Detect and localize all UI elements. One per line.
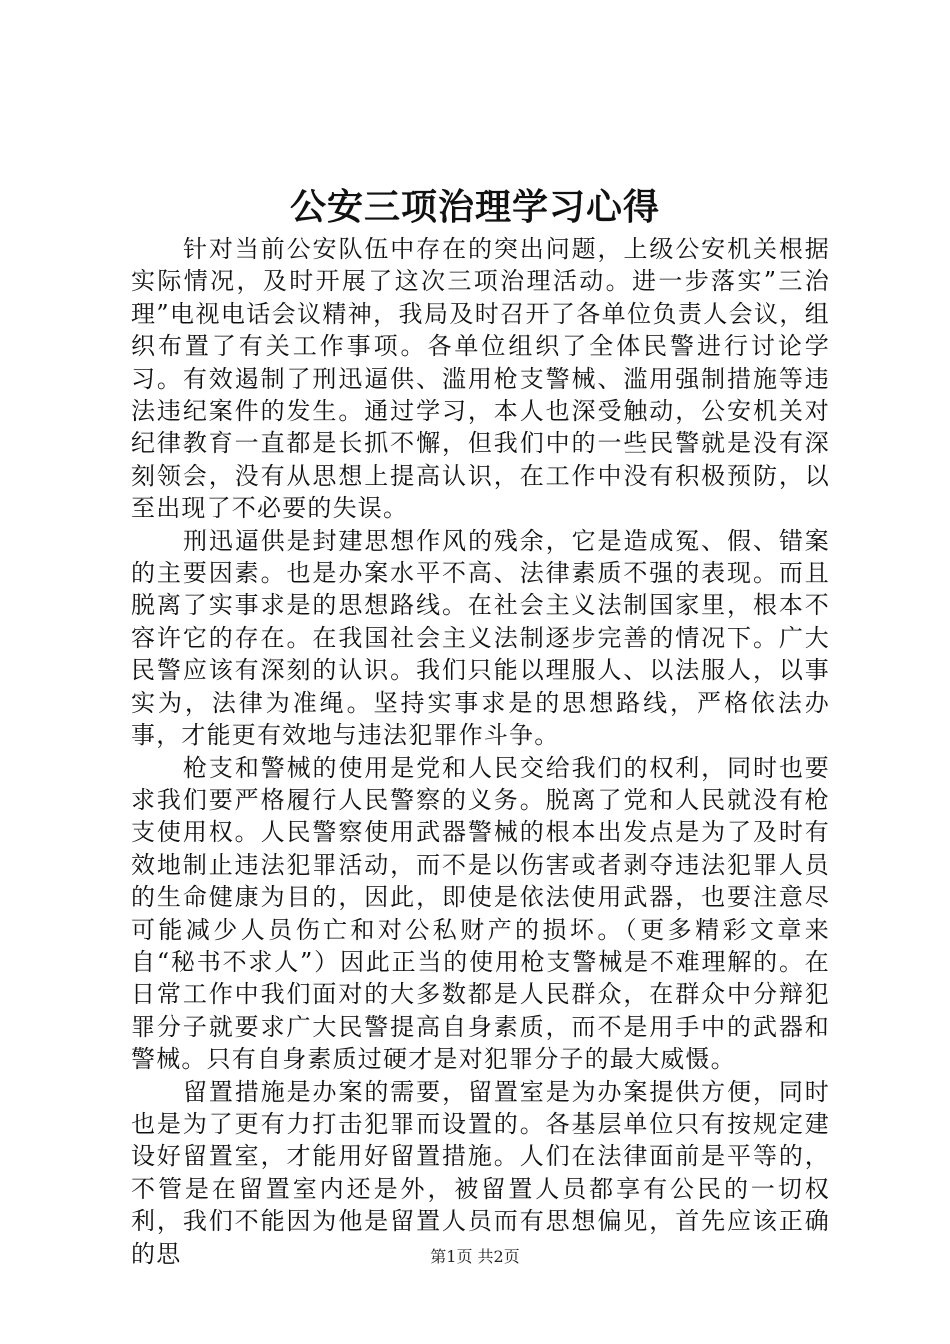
paragraph-2: 刑迅逼供是封建思想作风的残余，它是造成冤、假、错案的主要因素。也是办案水平不高、法律素质不强的表现。而且脱离了实事求是的思想路线。在社会主义法制国家里，根本不容许它的存在。在我国社会主义法制逐步完善的情况下。广大民警应该有深刻的认识。我们只能以理服人、以法服人，以事实为，法律为准绳。坚持实事求是的思想路线，严格依法办事，才能更有效地与违法犯罪作斗争。 <box>131 526 830 750</box>
paragraph-4: 留置措施是办案的需要，留置室是为办案提供方便，同时也是为了更有力打击犯罪而设置的。各基层单位只有按规定建设好留置室，才能用好留置措施。人们在法律面前是平等的，不管是在留置室内还是外，被留置人员都享有公民的一切权利，我们不能因为他是留置人员而有思想偏见，首先应该正确的思 <box>131 1077 830 1268</box>
document-body <box>131 233 830 1270</box>
document-title: 公安三项治理学习心得 <box>289 187 660 228</box>
paragraph-1: 针对当前公安队伍中存在的突出问题，上级公安机关根据实际情况，及时开展了这次三项治理活动。进一步落实”三治理”电视电话会议精神，我局及时召开了各单位负责人会议，组织布置了有关工作事项。各单位组织了全体民警进行讨论学习。有效遏制了刑迅逼供、滥用枪支警械、滥用强制措施等违法违纪案件的发生。通过学习，本人也深受触动，公安机关对纪律教育一直都是长抓不懈，但我们中的一些民警就是没有深刻领会，没有从思想上提高认识，在工作中没有积极预防，以至出现了不必要的失误。 <box>131 235 830 523</box>
page-number-footer: 第1页 共2页 <box>430 1247 520 1266</box>
paragraph-3: 枪支和警械的使用是党和人民交给我们的权利，同时也要求我们要严格履行人民警察的义务。脱离了党和人民就没有枪支使用权。人民警察使用武器警械的根本出发点是为了及时有效地制止违法犯罪活动，而不是以伤害或者剥夺违法犯罪人员的生命健康为目的，因此，即使是依法使用武器，也要注意尽可能减少人员伤亡和对公私财产的损坏。（更多精彩文章来自“秘书不求人”）因此正当的使用枪支警械是不难理解的。在日常工作中我们面对的大多数都是人民群众，在群众中分辩犯罪分子就要求广大民警提高自身素质，而不是用手中的武器和警械。只有自身素质过硬才是对犯罪分子的最大威慑。 <box>131 753 830 1074</box>
